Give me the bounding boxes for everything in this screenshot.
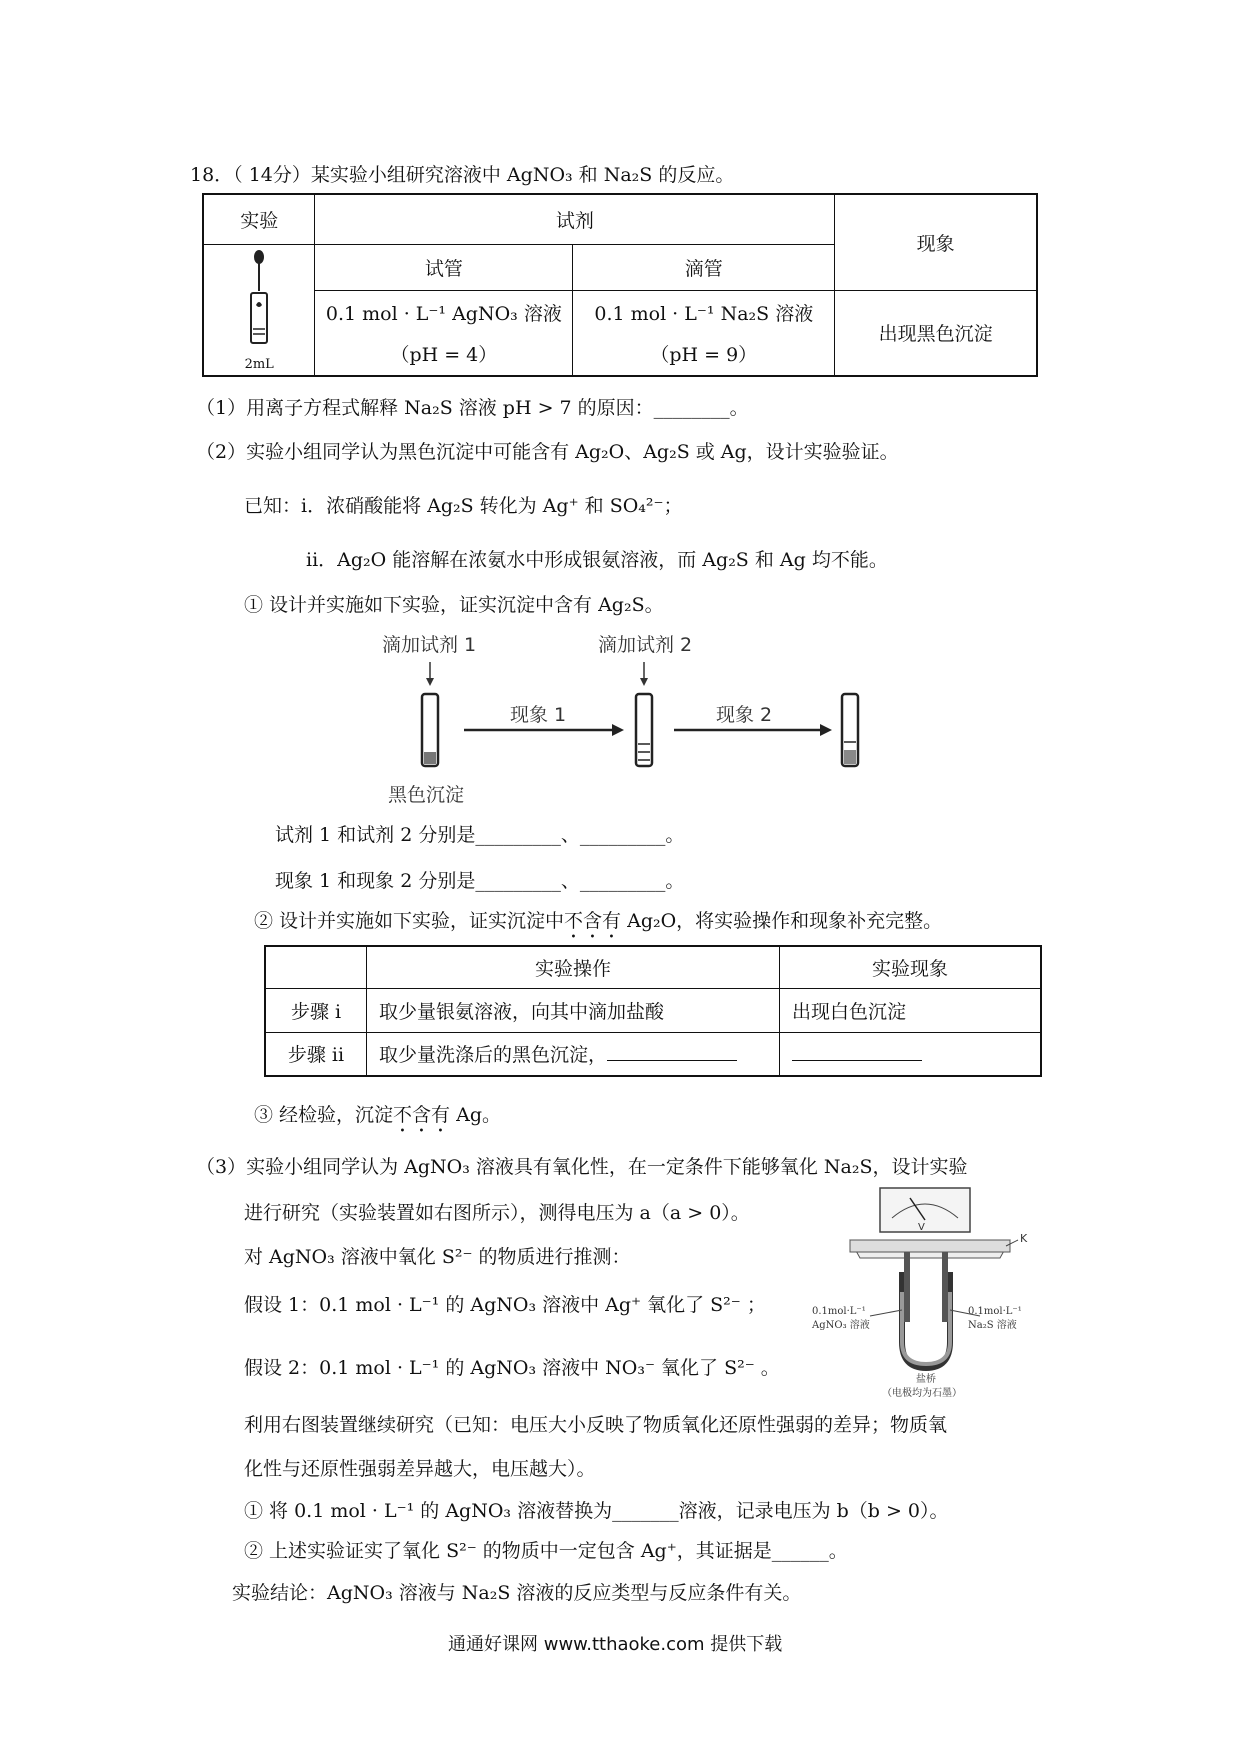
- right-arrow-2-icon: [674, 724, 832, 736]
- conclusion-item-1: ① 将 0.1 mol · L⁻¹ 的 AgNO₃ 溶液替换为_______溶液，记录电压为 b（b > 0）。: [244, 1500, 949, 1522]
- step-ii-operation-cell: [367, 1032, 780, 1076]
- question-title: 18．（ 14分）某实验小组研究溶液中 AgNO₃ 和 Na₂S 的反应。: [190, 164, 735, 186]
- step-ii-operation-blank[interactable]: [607, 1042, 737, 1061]
- experiment-conclusion: 实验结论：AgNO₃ 溶液与 Na₂S 溶液的反应类型与反应条件有关。: [232, 1582, 802, 1604]
- step3-text: [254, 1100, 501, 1137]
- down-arrow-1-icon: [426, 662, 434, 686]
- experiment-table: [202, 193, 1038, 377]
- test-tube-2-icon: [636, 694, 652, 766]
- step2-post: Ag₂O，将实验操作和现象补充完整。: [621, 910, 943, 932]
- part2-text: （2）实验小组同学认为黑色沉淀中可能含有 Ag₂O、Ag₂S 或 Ag，设计实验验证。: [196, 441, 899, 463]
- step-i-label: 步骤 i: [265, 988, 367, 1032]
- tube-reagent-text: 0.1 mol · L⁻¹ AgNO₃ 溶液: [325, 302, 562, 325]
- step2-emphasis: 不含有: [564, 910, 622, 932]
- salt-bridge-label: 盐桥: [916, 1374, 936, 1385]
- part3-line2: 进行研究（实验装置如右图所示），测得电压为 a（a > 0）。: [244, 1202, 750, 1224]
- test-tube-dropper-icon: [229, 247, 289, 357]
- header-operation: 实验操作: [367, 946, 780, 988]
- phenomenon-answer-line: 现象 1 和现象 2 分别是_________、_________。: [275, 870, 685, 892]
- phenomenon-2-label: 现象 2: [716, 704, 773, 726]
- step-ii-label: 步骤 ii: [265, 1032, 367, 1076]
- step2-text: [254, 906, 942, 943]
- right-arrow-1-icon: [464, 724, 624, 736]
- step3-emphasis: 不含有: [393, 1104, 451, 1126]
- black-precipitate-label: 黑色沉淀: [388, 784, 465, 806]
- known-i: 已知：i．浓硝酸能将 Ag₂S 转化为 Ag⁺ 和 SO₄²⁻；: [244, 495, 683, 517]
- electrodes-icon: [904, 1252, 948, 1322]
- part3-line3: 对 AgNO₃ 溶液中氧化 S²⁻ 的物质进行推测：: [244, 1246, 631, 1268]
- header-dropper: 滴管: [573, 244, 835, 290]
- step-i-operation: 取少量银氨溶液，向其中滴加盐酸: [367, 988, 780, 1032]
- test-tube-1-icon: [422, 694, 438, 766]
- step-i-observation: 出现白色沉淀: [780, 988, 1042, 1032]
- dropper-reagent-cell: [573, 290, 835, 376]
- step-ii-observation-cell: [780, 1032, 1042, 1076]
- hypothesis-1: 假设 1：0.1 mol · L⁻¹ 的 AgNO₃ 溶液中 Ag⁺ 氧化了 S²⁻ ；: [244, 1294, 766, 1316]
- phenomenon-cell: 出现黑色沉淀: [835, 290, 1037, 376]
- left-conc-label: 0.1mol·L⁻¹: [812, 1306, 866, 1317]
- header-tube: 试管: [315, 244, 573, 290]
- platform-icon: [850, 1240, 1010, 1258]
- hypothesis-2: 假设 2：0.1 mol · L⁻¹ 的 AgNO₃ 溶液中 NO₃⁻ 氧化了 S²⁻ 。: [244, 1357, 780, 1379]
- down-arrow-2-icon: [640, 662, 648, 686]
- step-ii-observation-blank[interactable]: [792, 1042, 922, 1061]
- part1-text: （1）用离子方程式解释 Na₂S 溶液 pH > 7 的原因：________。: [196, 397, 749, 419]
- step1-text: ① 设计并实施如下实验，证实沉淀中含有 Ag₂S。: [244, 594, 664, 616]
- tube-reagent-ph: （pH = 4）: [390, 343, 498, 366]
- dropper-reagent-ph: （pH = 9）: [650, 343, 758, 366]
- apparatus-cell: [203, 244, 315, 376]
- header-experiment: 实验: [203, 194, 315, 244]
- reagent-answer-line: 试剂 1 和试剂 2 分别是_________、_________。: [275, 824, 685, 846]
- dropper-reagent-text: 0.1 mol · L⁻¹ Na₂S 溶液: [594, 302, 814, 325]
- tube-reagent-cell: [315, 290, 573, 376]
- empty-header-cell: [265, 946, 367, 988]
- right-solution-label: Na₂S 溶液: [968, 1320, 1017, 1331]
- phenomenon-1-label: 现象 1: [510, 704, 567, 726]
- add-reagent-1-label: 滴加试剂 1: [382, 634, 477, 656]
- header-reagent: 试剂: [315, 194, 835, 244]
- procedure-table: [264, 945, 1042, 1077]
- voltmeter-label: V: [918, 1222, 925, 1233]
- step3-pre: ③ 经检验，沉淀: [254, 1104, 394, 1126]
- switch-label: K: [1020, 1232, 1028, 1245]
- footer-watermark: 通通好课网 www.tthaoke.com 提供下载: [448, 1634, 783, 1655]
- step3-post: Ag。: [450, 1104, 501, 1126]
- voltmeter-icon: [880, 1188, 970, 1232]
- step-ii-operation: 取少量洗涤后的黑色沉淀，: [379, 1044, 608, 1067]
- header-phenomenon: 现象: [835, 194, 1037, 290]
- volume-label: 2mL: [244, 357, 274, 373]
- known-ii: ii．Ag₂O 能溶解在浓氨水中形成银氨溶液，而 Ag₂S 和 Ag 均不能。: [306, 549, 888, 571]
- part3-line1: （3）实验小组同学认为 AgNO₃ 溶液具有氧化性，在一定条件下能够氧化 Na₂S，设计实验: [196, 1156, 968, 1178]
- continue-line1: 利用右图装置继续研究（已知：电压大小反映了物质氧化还原性强弱的差异；物质氧: [244, 1414, 948, 1436]
- step2-pre: ② 设计并实施如下实验，证实沉淀中: [254, 910, 565, 932]
- left-solution-label: AgNO₃ 溶液: [812, 1320, 870, 1331]
- continue-line2: 化性与还原性强弱差异越大，电压越大）。: [244, 1458, 596, 1480]
- conclusion-item-2: ② 上述实验证实了氧化 S²⁻ 的物质中一定包含 Ag⁺，其证据是______。: [244, 1540, 848, 1562]
- flow-diagram: [390, 660, 890, 780]
- right-conc-label: 0.1mol·L⁻¹: [968, 1306, 1022, 1317]
- add-reagent-2-label: 滴加试剂 2: [598, 634, 693, 656]
- header-observation: 实验现象: [780, 946, 1042, 988]
- electrode-note-label: （电极均为石墨）: [882, 1388, 962, 1399]
- electrochemical-apparatus-figure: [810, 1182, 1040, 1402]
- test-tube-3-icon: [842, 694, 858, 766]
